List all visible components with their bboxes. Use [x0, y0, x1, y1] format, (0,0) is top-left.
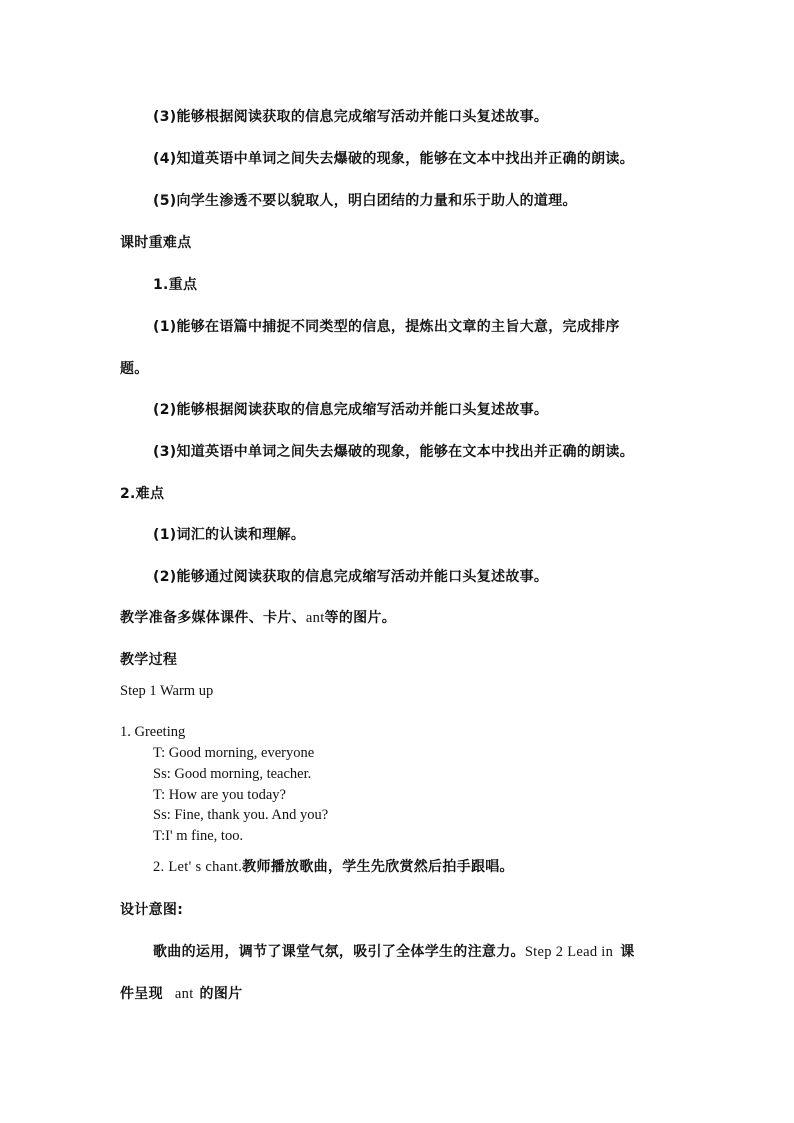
preparation-en: ant — [305, 610, 325, 626]
preparation-line — [120, 609, 396, 627]
preparation-tail: 等的图片。 — [324, 610, 397, 626]
focus-item-1-line-1: (1)能够在语篇中捕捉不同类型的信息，提炼出文章的主旨大意，完成排序 — [153, 319, 620, 335]
difficulty-item-2: (2)能够通过阅读获取的信息完成缩写活动并能口头复述故事。 — [153, 569, 549, 585]
step-1-heading: Step 1 Warm up — [120, 683, 214, 699]
objective-4: (4)知道英语中单词之间失去爆破的现象，能够在文本中找出并正确的朗读。 — [153, 151, 635, 167]
dialogue-line-3: T: How are you today? — [153, 787, 286, 803]
focus-heading: 1.重点 — [153, 277, 198, 293]
design-line2-en: ant — [174, 986, 194, 1002]
difficulty-heading: 2.难点 — [120, 486, 165, 502]
design-body-line-1 — [153, 943, 635, 961]
design-line2-cn: 件呈现 — [120, 986, 163, 1002]
difficulty-item-1: (1)词汇的认读和理解。 — [153, 527, 306, 543]
chant-cn: 教师播放歌曲，学生先欣赏然后拍手跟唱。 — [242, 859, 514, 875]
key-points-heading: 课时重难点 — [120, 235, 192, 251]
chant-line — [153, 858, 514, 876]
preparation-text: 教学准备多媒体课件、卡片、 — [120, 610, 306, 626]
design-body-cn: 歌曲的运用，调节了课堂气氛，吸引了全体学生的注意力。 — [153, 944, 525, 960]
dialogue-line-5: T:I' m fine, too. — [153, 828, 244, 844]
dialogue-line-1: T: Good morning, everyone — [153, 745, 315, 761]
design-line2-tail: 的图片 — [199, 986, 243, 1002]
design-body-line-2 — [120, 985, 242, 1003]
focus-item-3: (3)知道英语中单词之间失去爆破的现象，能够在文本中找出并正确的朗读。 — [153, 444, 635, 460]
objective-3: (3)能够根据阅读获取的信息完成缩写活动并能口头复述故事。 — [153, 109, 549, 125]
chant-en: 2. Let' s chant. — [153, 859, 243, 875]
design-body-tail: 课 — [620, 944, 635, 960]
dialogue-line-2: Ss: Good morning, teacher. — [153, 766, 312, 782]
focus-item-1-line-2: 题。 — [120, 361, 149, 377]
greeting-title: 1. Greeting — [120, 724, 186, 740]
step-2-heading: Step 2 Lead in — [524, 944, 614, 960]
design-heading: 设计意图: — [120, 902, 184, 918]
process-heading: 教学过程 — [120, 652, 178, 668]
dialogue-line-4: Ss: Fine, thank you. And you? — [153, 807, 329, 823]
objective-5: (5)向学生渗透不要以貌取人，明白团结的力量和乐于助人的道理。 — [153, 193, 577, 209]
focus-item-2: (2)能够根据阅读获取的信息完成缩写活动并能口头复述故事。 — [153, 402, 549, 418]
